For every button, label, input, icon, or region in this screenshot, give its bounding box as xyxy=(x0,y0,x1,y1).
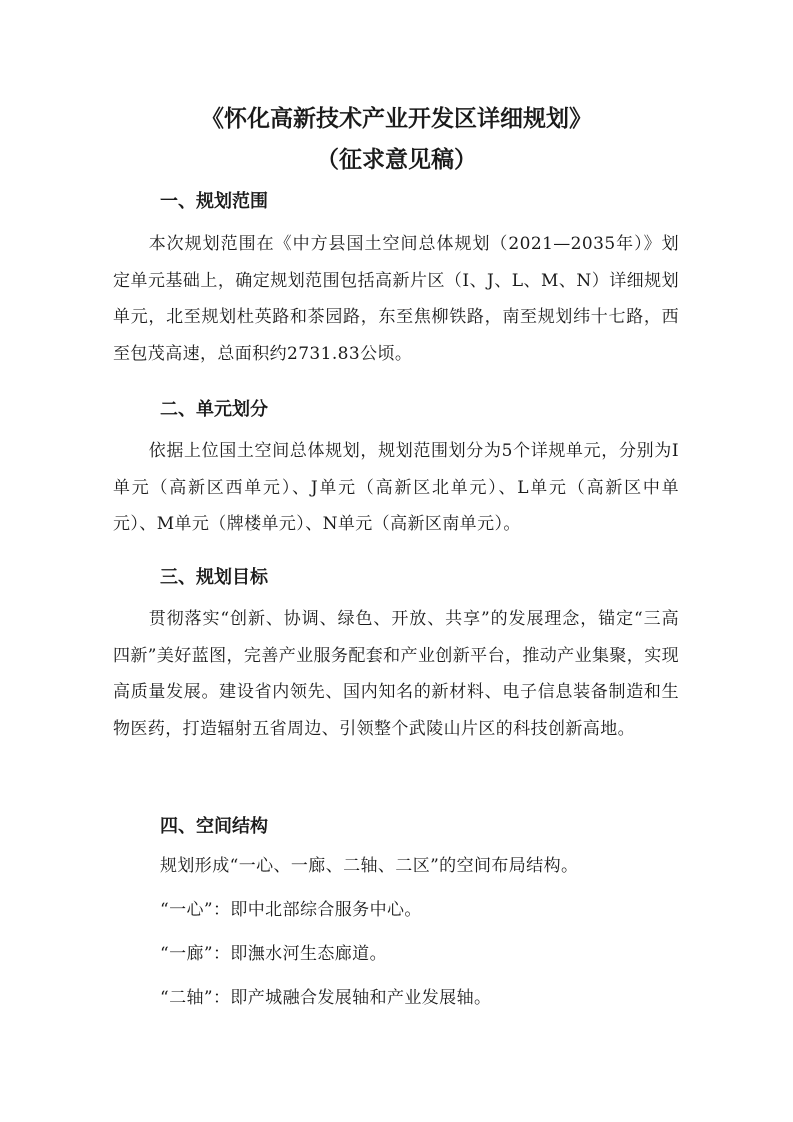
section-body-planning-scope: 本次规划范围在《中方县国土空间总体规划（2021—2035年）》划定单元基础上，确定规划范围包括高新片区（I、J、L、M、N）详细规划单元，北至规划杜英路和茶园路，东至焦柳铁路，南至规划纬十七路，西至包茂高速，总面积约2731.83公顷。 xyxy=(113,234,679,364)
spatial-structure-item: “二轴”：即产城融合发展轴和产业发展轴。 xyxy=(160,988,492,1008)
spatial-structure-item: “一心”：即中北部综合服务中心。 xyxy=(160,900,422,920)
section-heading-spatial-structure: 四、空间结构 xyxy=(160,816,268,837)
section-body-unit-division: 依据上位国土空间总体规划，规划范围划分为5个详规单元，分别为I单元（高新区西单元）、J单元（高新区北单元）、L单元（高新区中单元）、M单元（牌楼单元）、N单元（高新区南单元）。 xyxy=(113,441,679,534)
section-heading-planning-scope: 一、规划范围 xyxy=(160,191,268,212)
spatial-structure-item: “一廊”：即潕水河生态廊道。 xyxy=(160,944,387,964)
document-title: 《怀化高新技术产业开发区详细规划》 xyxy=(201,106,592,132)
section-heading-planning-goals: 三、规划目标 xyxy=(160,567,268,588)
section-heading-unit-division: 二、单元划分 xyxy=(160,399,268,420)
spatial-structure-intro: 规划形成“一心、一廊、二轴、二区”的空间布局结构。 xyxy=(160,856,579,876)
section-body-planning-goals: 贯彻落实“创新、协调、绿色、开放、共享”的发展理念，锚定“三高四新”美好蓝图，完善产业服务配套和产业创新平台，推动产业集聚，实现高质量发展。建设省内领先、国内知名的新材料、电子信息装备制造和生物医药，打造辐射五省周边、引领整个武陵山片区的科技创新高地。 xyxy=(113,609,679,739)
document-subtitle: （征求意见稿） xyxy=(316,147,477,173)
